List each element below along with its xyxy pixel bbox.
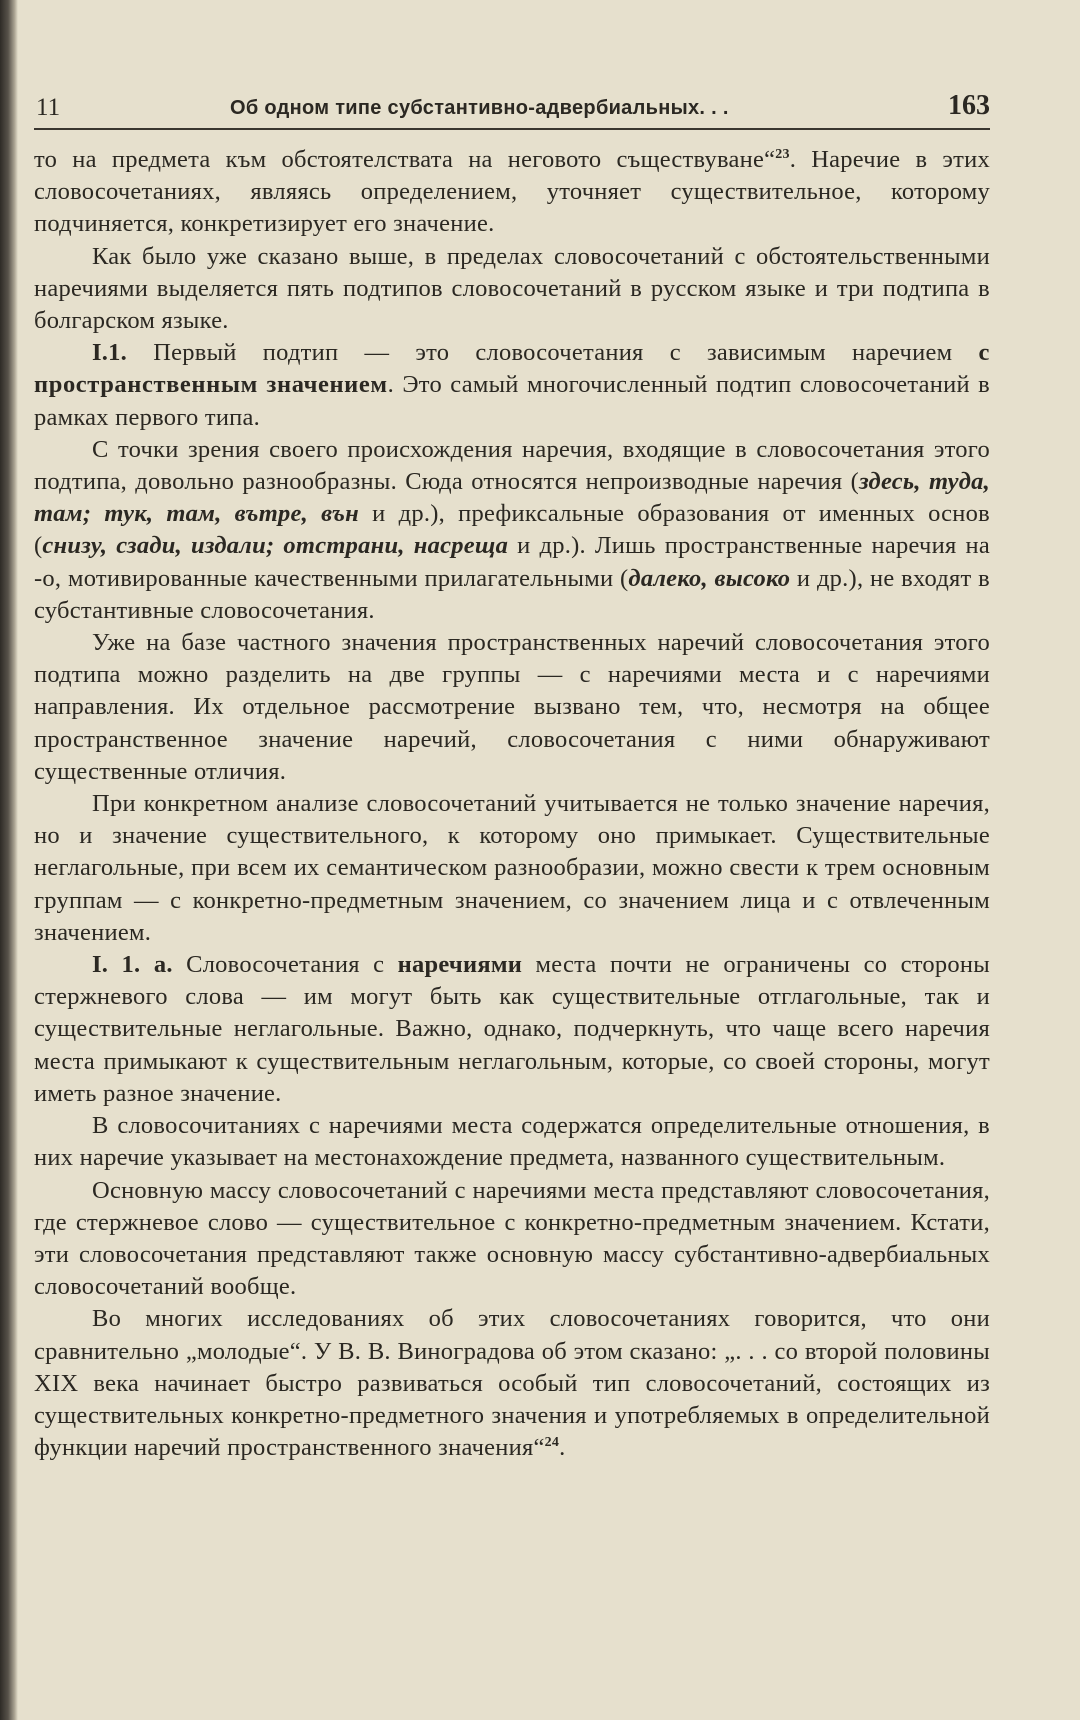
emphasis-term: наречиями (397, 951, 523, 979)
chapter-number: 11 (36, 94, 61, 121)
paragraph-9: Основную массу словосочетаний с наречиями места представляют словосочетания, где стержневое слово — существительное с конкретно-предметным значением. Кстати, эти словосочетания представляют также основную массу субстантивно-адвербиальных словосочетаний вообще. (34, 1176, 990, 1301)
example-words-1: здесь, туда, там; тук, там, вътре, вън (34, 468, 990, 528)
example-words-3: далеко, высоко (628, 564, 791, 592)
paragraph-2: Как было уже сказано выше, в пределах словосочетаний с обстоятельственными наречиями выделяется пять подтипов словосочетаний в русском языке и три подтипа в болгарском языке. (34, 242, 990, 335)
paragraph-10: Во многих исследованиях об этих словосочетаниях говорится, что они сравнительно „молодые“. У В. В. Виноградова об этом сказано: „. . . со второй половины XIX века начинает быстро развиваться особый тип словосочетаний, состоящих из существительных конкретно-предметного значения и употребляемых в определительной функции наречий пространственного значения“$^{24}$. (34, 1305, 990, 1462)
paragraph-3: I.1. Первый подтип — это словосочетания с зависимым наречием с пространственным значением. Это самый многочисленный подтип словосочетаний в рамках первого типа. (34, 339, 991, 431)
paragraph-4: С точки зрения своего происхождения наречия, входящие в словосочетания этого подтипа, довольно разнообразны. Сюда относятся непроизводные наречия (здесь, туда, там; тук, там, вътре, вън и др.), префиксальные образования от именных основ (снизу, сзади, издали; отстрани, насреща и др.). Лишь пространственные наречия на -о, мотивированные качественными прилагательными (далеко, высоко и др.), не входят в субстантивные словосочетания. (34, 435, 990, 624)
emphasis-term: с пространственным значением (34, 339, 990, 399)
paragraph-7: I. 1. а. Словосочетания с наречиями места почти не ограничены со стороны стержневого слова — им могут быть как существительные отглагольные, так и существительные неглагольные. Важно, однако, подчеркнуть, что чаще всего наречия места примыкают к существительным неглагольным, которые, со своей стороны, могут иметь разное значение. (34, 951, 990, 1107)
running-title: Об одном типе субстантивно-адвербиальных. . . (230, 97, 729, 119)
footnote-ref-24: 24 (544, 1435, 560, 1451)
page-number: 163 (948, 90, 990, 121)
paragraph-5: Уже на базе частного значения пространственных наречий словосочетания этого подтипа можно разделить на две группы — с наречиями места и с наречиями направления. Их отдельное рассмотрение вызвано тем, что, несмотря на общее пространственное значение наречий, словосочетания с ними обнаруживают существенные отличия. (34, 629, 990, 785)
paragraph-1: то на предмета към обстоятелствата на неговото съществуване“$^{23}$. Наречие в этих словосочетаниях, являясь определением, уточняет существительное, которому подчиняется, конкретизирует его значение. (34, 146, 990, 238)
section-number: I. 1. а. (92, 951, 173, 979)
example-words-2: снизу, сзади, издали; отстрани, насреща (42, 532, 509, 560)
book-spine-shadow (0, 0, 18, 1720)
section-number: I.1. (92, 339, 128, 367)
body-text (34, 144, 990, 1464)
paragraph-6: При конкретном анализе словосочетаний учитывается не только значение наречия, но и значение существительного, к которому оно примыкает. Существительные неглагольные, при всем их семантическом разнообразии, можно свести к трем основным группам — с конкретно-предметным значением, со значением лица и с отвлеченным значением. (34, 790, 990, 946)
running-header (34, 88, 990, 130)
book-page (34, 88, 990, 1464)
footnote-ref-23: 23 (775, 147, 790, 162)
paragraph-8: В словосочитаниях с наречиями места содержатся определительные отношения, в них наречие указывает на местонахождение предмета, названного существительным. (34, 1112, 990, 1172)
